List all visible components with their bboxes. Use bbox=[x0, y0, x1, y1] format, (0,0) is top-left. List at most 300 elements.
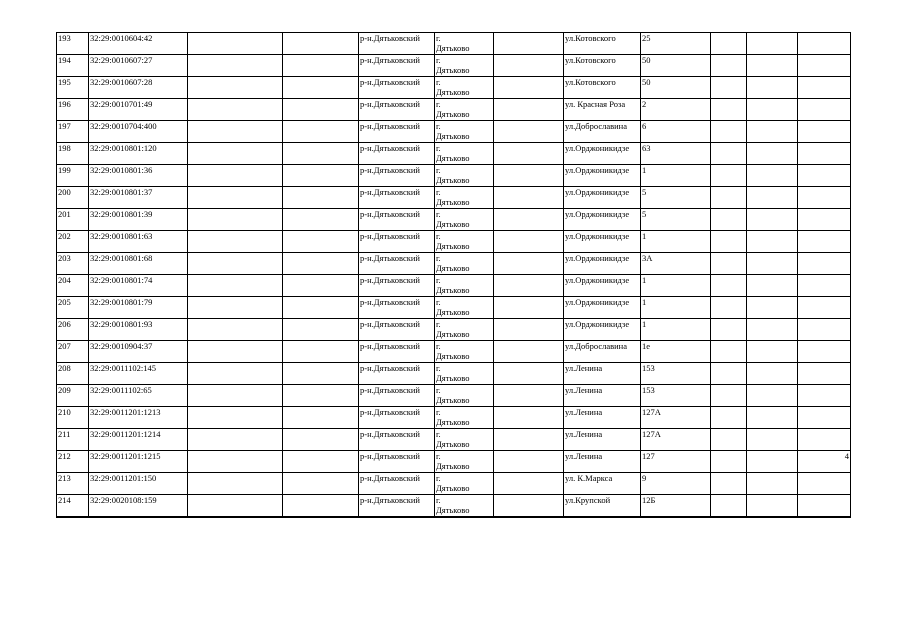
extra-cell bbox=[798, 165, 851, 187]
empty-cell bbox=[494, 495, 564, 518]
district-cell: р-н.Дятьковский bbox=[359, 341, 435, 363]
empty-cell bbox=[188, 473, 283, 495]
cadastral-number-cell: 32:29:0011201:1213 bbox=[89, 407, 188, 429]
extra-cell bbox=[798, 297, 851, 319]
empty-cell bbox=[494, 407, 564, 429]
empty-cell bbox=[747, 363, 798, 385]
table-row bbox=[57, 407, 851, 429]
table-row bbox=[57, 55, 851, 77]
empty-cell bbox=[711, 209, 747, 231]
empty-cell bbox=[283, 297, 359, 319]
house-number-cell: 3А bbox=[641, 253, 711, 275]
empty-cell bbox=[494, 77, 564, 99]
empty-cell bbox=[283, 319, 359, 341]
city-cell bbox=[435, 143, 494, 165]
empty-cell bbox=[711, 77, 747, 99]
empty-cell bbox=[188, 187, 283, 209]
city-name: Дятьково bbox=[436, 351, 470, 361]
empty-cell bbox=[747, 77, 798, 99]
house-number-cell: 153 bbox=[641, 363, 711, 385]
extra-cell bbox=[798, 121, 851, 143]
extra-cell: 4 bbox=[798, 451, 851, 473]
city-name: Дятьково bbox=[436, 461, 470, 471]
empty-cell bbox=[283, 407, 359, 429]
empty-cell bbox=[711, 99, 747, 121]
empty-cell bbox=[188, 55, 283, 77]
row-number-cell: 214 bbox=[57, 495, 89, 518]
empty-cell bbox=[188, 77, 283, 99]
row-number-cell: 200 bbox=[57, 187, 89, 209]
empty-cell bbox=[711, 495, 747, 518]
table-row bbox=[57, 385, 851, 407]
city-prefix: г. bbox=[436, 297, 441, 307]
table-body bbox=[57, 33, 851, 518]
empty-cell bbox=[711, 33, 747, 55]
empty-cell bbox=[283, 33, 359, 55]
table-row bbox=[57, 341, 851, 363]
house-number-cell: 25 bbox=[641, 33, 711, 55]
city-name: Дятьково bbox=[436, 307, 470, 317]
empty-cell bbox=[711, 319, 747, 341]
empty-cell bbox=[711, 385, 747, 407]
empty-cell bbox=[188, 275, 283, 297]
empty-cell bbox=[188, 495, 283, 518]
extra-cell bbox=[798, 187, 851, 209]
table-row bbox=[57, 473, 851, 495]
street-cell: ул.Ленина bbox=[564, 451, 641, 473]
city-name: Дятьково bbox=[436, 373, 470, 383]
city-name: Дятьково bbox=[436, 43, 470, 53]
city-prefix: г. bbox=[436, 99, 441, 109]
house-number-cell: 1 bbox=[641, 231, 711, 253]
empty-cell bbox=[711, 121, 747, 143]
empty-cell bbox=[283, 165, 359, 187]
city-name: Дятьково bbox=[436, 131, 470, 141]
table-row bbox=[57, 297, 851, 319]
empty-cell bbox=[747, 253, 798, 275]
city-prefix: г. bbox=[436, 495, 441, 505]
row-number-cell: 208 bbox=[57, 363, 89, 385]
empty-cell bbox=[711, 297, 747, 319]
city-name: Дятьково bbox=[436, 439, 470, 449]
district-cell: р-н.Дятьковский bbox=[359, 121, 435, 143]
street-cell: ул.Орджоникидзе bbox=[564, 319, 641, 341]
empty-cell bbox=[711, 451, 747, 473]
empty-cell bbox=[747, 407, 798, 429]
city-name: Дятьково bbox=[436, 483, 470, 493]
row-number-cell: 207 bbox=[57, 341, 89, 363]
row-number-cell: 205 bbox=[57, 297, 89, 319]
empty-cell bbox=[494, 165, 564, 187]
empty-cell bbox=[747, 429, 798, 451]
empty-cell bbox=[283, 55, 359, 77]
street-cell: ул.Орджоникидзе bbox=[564, 143, 641, 165]
empty-cell bbox=[188, 385, 283, 407]
street-cell: ул. К.Маркса bbox=[564, 473, 641, 495]
empty-cell bbox=[494, 143, 564, 165]
table-row bbox=[57, 33, 851, 55]
empty-cell bbox=[494, 121, 564, 143]
cadastral-number-cell: 32:29:0010801:37 bbox=[89, 187, 188, 209]
city-prefix: г. bbox=[436, 187, 441, 197]
row-number-cell: 210 bbox=[57, 407, 89, 429]
city-name: Дятьково bbox=[436, 109, 470, 119]
district-cell: р-н.Дятьковский bbox=[359, 385, 435, 407]
street-cell: ул.Орджоникидзе bbox=[564, 187, 641, 209]
empty-cell bbox=[711, 231, 747, 253]
district-cell: р-н.Дятьковский bbox=[359, 407, 435, 429]
city-name: Дятьково bbox=[436, 87, 470, 97]
row-number-cell: 196 bbox=[57, 99, 89, 121]
street-cell: ул.Котовского bbox=[564, 55, 641, 77]
extra-cell bbox=[798, 143, 851, 165]
empty-cell bbox=[747, 319, 798, 341]
city-prefix: г. bbox=[436, 77, 441, 87]
empty-cell bbox=[494, 385, 564, 407]
city-name: Дятьково bbox=[436, 65, 470, 75]
table-row bbox=[57, 231, 851, 253]
street-cell: ул.Ленина bbox=[564, 385, 641, 407]
empty-cell bbox=[747, 473, 798, 495]
street-cell: ул.Ленина bbox=[564, 429, 641, 451]
empty-cell bbox=[494, 99, 564, 121]
cadastral-number-cell: 32:29:0010801:79 bbox=[89, 297, 188, 319]
city-cell bbox=[435, 209, 494, 231]
district-cell: р-н.Дятьковский bbox=[359, 209, 435, 231]
extra-cell bbox=[798, 33, 851, 55]
extra-cell bbox=[798, 209, 851, 231]
city-prefix: г. bbox=[436, 253, 441, 263]
street-cell: ул.Орджоникидзе bbox=[564, 275, 641, 297]
empty-cell bbox=[494, 187, 564, 209]
empty-cell bbox=[188, 297, 283, 319]
street-cell: ул.Орджоникидзе bbox=[564, 297, 641, 319]
city-prefix: г. bbox=[436, 429, 441, 439]
empty-cell bbox=[747, 209, 798, 231]
empty-cell bbox=[747, 121, 798, 143]
street-cell: ул.Доброславина bbox=[564, 341, 641, 363]
empty-cell bbox=[188, 143, 283, 165]
empty-cell bbox=[283, 275, 359, 297]
city-cell bbox=[435, 429, 494, 451]
extra-cell bbox=[798, 495, 851, 518]
extra-cell bbox=[798, 231, 851, 253]
row-number-cell: 211 bbox=[57, 429, 89, 451]
empty-cell bbox=[188, 253, 283, 275]
empty-cell bbox=[283, 231, 359, 253]
cadastral-number-cell: 32:29:0010904:37 bbox=[89, 341, 188, 363]
cadastral-number-cell: 32:29:0010607:27 bbox=[89, 55, 188, 77]
empty-cell bbox=[188, 319, 283, 341]
table-row bbox=[57, 429, 851, 451]
empty-cell bbox=[494, 253, 564, 275]
row-number-cell: 206 bbox=[57, 319, 89, 341]
city-prefix: г. bbox=[436, 341, 441, 351]
district-cell: р-н.Дятьковский bbox=[359, 253, 435, 275]
city-prefix: г. bbox=[436, 55, 441, 65]
city-cell bbox=[435, 253, 494, 275]
district-cell: р-н.Дятьковский bbox=[359, 55, 435, 77]
district-cell: р-н.Дятьковский bbox=[359, 363, 435, 385]
table-row bbox=[57, 143, 851, 165]
city-cell bbox=[435, 363, 494, 385]
empty-cell bbox=[494, 363, 564, 385]
cadastral-number-cell: 32:29:0011201:1214 bbox=[89, 429, 188, 451]
street-cell: ул.Ленина bbox=[564, 363, 641, 385]
extra-cell bbox=[798, 55, 851, 77]
row-number-cell: 204 bbox=[57, 275, 89, 297]
house-number-cell: 50 bbox=[641, 77, 711, 99]
row-number-cell: 202 bbox=[57, 231, 89, 253]
district-cell: р-н.Дятьковский bbox=[359, 297, 435, 319]
extra-cell bbox=[798, 319, 851, 341]
house-number-cell: 2 bbox=[641, 99, 711, 121]
street-cell: ул.Ленина bbox=[564, 407, 641, 429]
table-row bbox=[57, 77, 851, 99]
empty-cell bbox=[711, 363, 747, 385]
house-number-cell: 127А bbox=[641, 429, 711, 451]
city-cell bbox=[435, 407, 494, 429]
cadastral-number-cell: 32:29:0010801:74 bbox=[89, 275, 188, 297]
extra-cell bbox=[798, 341, 851, 363]
empty-cell bbox=[188, 231, 283, 253]
city-cell bbox=[435, 275, 494, 297]
table-row bbox=[57, 121, 851, 143]
extra-cell bbox=[798, 275, 851, 297]
city-prefix: г. bbox=[436, 121, 441, 131]
registry-table bbox=[56, 32, 851, 518]
empty-cell bbox=[283, 473, 359, 495]
empty-cell bbox=[283, 77, 359, 99]
district-cell: р-н.Дятьковский bbox=[359, 451, 435, 473]
cadastral-number-cell: 32:29:0010801:93 bbox=[89, 319, 188, 341]
cadastral-number-cell: 32:29:0011201:150 bbox=[89, 473, 188, 495]
empty-cell bbox=[747, 385, 798, 407]
empty-cell bbox=[711, 187, 747, 209]
cadastral-number-cell: 32:29:0010704:400 bbox=[89, 121, 188, 143]
city-prefix: г. bbox=[436, 165, 441, 175]
city-name: Дятьково bbox=[436, 175, 470, 185]
district-cell: р-н.Дятьковский bbox=[359, 319, 435, 341]
empty-cell bbox=[494, 429, 564, 451]
table-row bbox=[57, 275, 851, 297]
row-number-cell: 212 bbox=[57, 451, 89, 473]
empty-cell bbox=[711, 55, 747, 77]
street-cell: ул.Котовского bbox=[564, 77, 641, 99]
city-prefix: г. bbox=[436, 33, 441, 43]
row-number-cell: 203 bbox=[57, 253, 89, 275]
empty-cell bbox=[747, 99, 798, 121]
cadastral-number-cell: 32:29:0010801:120 bbox=[89, 143, 188, 165]
row-number-cell: 198 bbox=[57, 143, 89, 165]
cadastral-number-cell: 32:29:0010604:42 bbox=[89, 33, 188, 55]
street-cell: ул.Орджоникидзе bbox=[564, 231, 641, 253]
extra-cell bbox=[798, 363, 851, 385]
extra-cell bbox=[798, 473, 851, 495]
city-prefix: г. bbox=[436, 473, 441, 483]
cadastral-number-cell: 32:29:0011102:145 bbox=[89, 363, 188, 385]
empty-cell bbox=[188, 341, 283, 363]
street-cell: ул.Орджоникидзе bbox=[564, 253, 641, 275]
house-number-cell: 1 bbox=[641, 275, 711, 297]
extra-cell bbox=[798, 253, 851, 275]
city-prefix: г. bbox=[436, 451, 441, 461]
empty-cell bbox=[747, 33, 798, 55]
city-name: Дятьково bbox=[436, 219, 470, 229]
table-row bbox=[57, 495, 851, 518]
empty-cell bbox=[283, 209, 359, 231]
street-cell: ул. Красная Роза bbox=[564, 99, 641, 121]
empty-cell bbox=[188, 121, 283, 143]
row-number-cell: 194 bbox=[57, 55, 89, 77]
district-cell: р-н.Дятьковский bbox=[359, 187, 435, 209]
empty-cell bbox=[283, 143, 359, 165]
city-prefix: г. bbox=[436, 363, 441, 373]
extra-cell bbox=[798, 77, 851, 99]
empty-cell bbox=[188, 99, 283, 121]
district-cell: р-н.Дятьковский bbox=[359, 429, 435, 451]
city-name: Дятьково bbox=[436, 285, 470, 295]
extra-cell bbox=[798, 429, 851, 451]
street-cell: ул.Котовского bbox=[564, 33, 641, 55]
city-cell bbox=[435, 451, 494, 473]
empty-cell bbox=[283, 363, 359, 385]
empty-cell bbox=[711, 165, 747, 187]
empty-cell bbox=[494, 275, 564, 297]
street-cell: ул.Крупской bbox=[564, 495, 641, 518]
cadastral-number-cell: 32:29:0010801:68 bbox=[89, 253, 188, 275]
district-cell: р-н.Дятьковский bbox=[359, 275, 435, 297]
cadastral-number-cell: 32:29:0010801:36 bbox=[89, 165, 188, 187]
house-number-cell: 63 bbox=[641, 143, 711, 165]
house-number-cell: 153 bbox=[641, 385, 711, 407]
empty-cell bbox=[494, 231, 564, 253]
street-cell: ул.Орджоникидзе bbox=[564, 165, 641, 187]
empty-cell bbox=[283, 429, 359, 451]
empty-cell bbox=[747, 187, 798, 209]
empty-cell bbox=[747, 451, 798, 473]
empty-cell bbox=[188, 363, 283, 385]
empty-cell bbox=[494, 55, 564, 77]
empty-cell bbox=[188, 407, 283, 429]
empty-cell bbox=[494, 33, 564, 55]
district-cell: р-н.Дятьковский bbox=[359, 473, 435, 495]
empty-cell bbox=[188, 451, 283, 473]
cadastral-number-cell: 32:29:0011201:1215 bbox=[89, 451, 188, 473]
city-prefix: г. bbox=[436, 209, 441, 219]
empty-cell bbox=[283, 99, 359, 121]
cadastral-number-cell: 32:29:0010801:39 bbox=[89, 209, 188, 231]
city-prefix: г. bbox=[436, 275, 441, 285]
table-row bbox=[57, 253, 851, 275]
row-number-cell: 199 bbox=[57, 165, 89, 187]
empty-cell bbox=[283, 495, 359, 518]
city-cell bbox=[435, 187, 494, 209]
house-number-cell: 6 bbox=[641, 121, 711, 143]
empty-cell bbox=[711, 143, 747, 165]
empty-cell bbox=[494, 209, 564, 231]
house-number-cell: 9 bbox=[641, 473, 711, 495]
district-cell: р-н.Дятьковский bbox=[359, 143, 435, 165]
empty-cell bbox=[188, 165, 283, 187]
extra-cell bbox=[798, 99, 851, 121]
empty-cell bbox=[188, 33, 283, 55]
empty-cell bbox=[747, 165, 798, 187]
city-prefix: г. bbox=[436, 407, 441, 417]
empty-cell bbox=[494, 297, 564, 319]
empty-cell bbox=[283, 253, 359, 275]
city-name: Дятьково bbox=[436, 417, 470, 427]
city-prefix: г. bbox=[436, 319, 441, 329]
row-number-cell: 197 bbox=[57, 121, 89, 143]
empty-cell bbox=[747, 495, 798, 518]
house-number-cell: 1е bbox=[641, 341, 711, 363]
table-row bbox=[57, 165, 851, 187]
table-row bbox=[57, 209, 851, 231]
empty-cell bbox=[494, 341, 564, 363]
street-cell: ул.Орджоникидзе bbox=[564, 209, 641, 231]
empty-cell bbox=[711, 429, 747, 451]
table-row bbox=[57, 99, 851, 121]
city-cell bbox=[435, 55, 494, 77]
city-name: Дятьково bbox=[436, 263, 470, 273]
row-number-cell: 209 bbox=[57, 385, 89, 407]
city-cell bbox=[435, 319, 494, 341]
empty-cell bbox=[711, 407, 747, 429]
district-cell: р-н.Дятьковский bbox=[359, 495, 435, 518]
city-prefix: г. bbox=[436, 231, 441, 241]
empty-cell bbox=[494, 451, 564, 473]
house-number-cell: 50 bbox=[641, 55, 711, 77]
city-name: Дятьково bbox=[436, 505, 470, 515]
empty-cell bbox=[711, 473, 747, 495]
row-number-cell: 201 bbox=[57, 209, 89, 231]
row-number-cell: 193 bbox=[57, 33, 89, 55]
district-cell: р-н.Дятьковский bbox=[359, 77, 435, 99]
house-number-cell: 5 bbox=[641, 187, 711, 209]
city-prefix: г. bbox=[436, 385, 441, 395]
empty-cell bbox=[283, 121, 359, 143]
empty-cell bbox=[188, 209, 283, 231]
city-name: Дятьково bbox=[436, 329, 470, 339]
city-cell bbox=[435, 165, 494, 187]
city-cell bbox=[435, 495, 494, 518]
empty-cell bbox=[711, 253, 747, 275]
city-name: Дятьково bbox=[436, 241, 470, 251]
district-cell: р-н.Дятьковский bbox=[359, 231, 435, 253]
city-name: Дятьково bbox=[436, 395, 470, 405]
empty-cell bbox=[711, 341, 747, 363]
city-cell bbox=[435, 77, 494, 99]
city-cell bbox=[435, 297, 494, 319]
house-number-cell: 127 bbox=[641, 451, 711, 473]
cadastral-number-cell: 32:29:0010801:63 bbox=[89, 231, 188, 253]
empty-cell bbox=[747, 341, 798, 363]
empty-cell bbox=[283, 451, 359, 473]
empty-cell bbox=[283, 187, 359, 209]
empty-cell bbox=[747, 231, 798, 253]
city-name: Дятьково bbox=[436, 197, 470, 207]
city-cell bbox=[435, 121, 494, 143]
empty-cell bbox=[747, 143, 798, 165]
cadastral-number-cell: 32:29:0020108:159 bbox=[89, 495, 188, 518]
empty-cell bbox=[747, 297, 798, 319]
house-number-cell: 1 bbox=[641, 319, 711, 341]
empty-cell bbox=[494, 473, 564, 495]
street-cell: ул.Доброславина bbox=[564, 121, 641, 143]
empty-cell bbox=[711, 275, 747, 297]
extra-cell bbox=[798, 407, 851, 429]
